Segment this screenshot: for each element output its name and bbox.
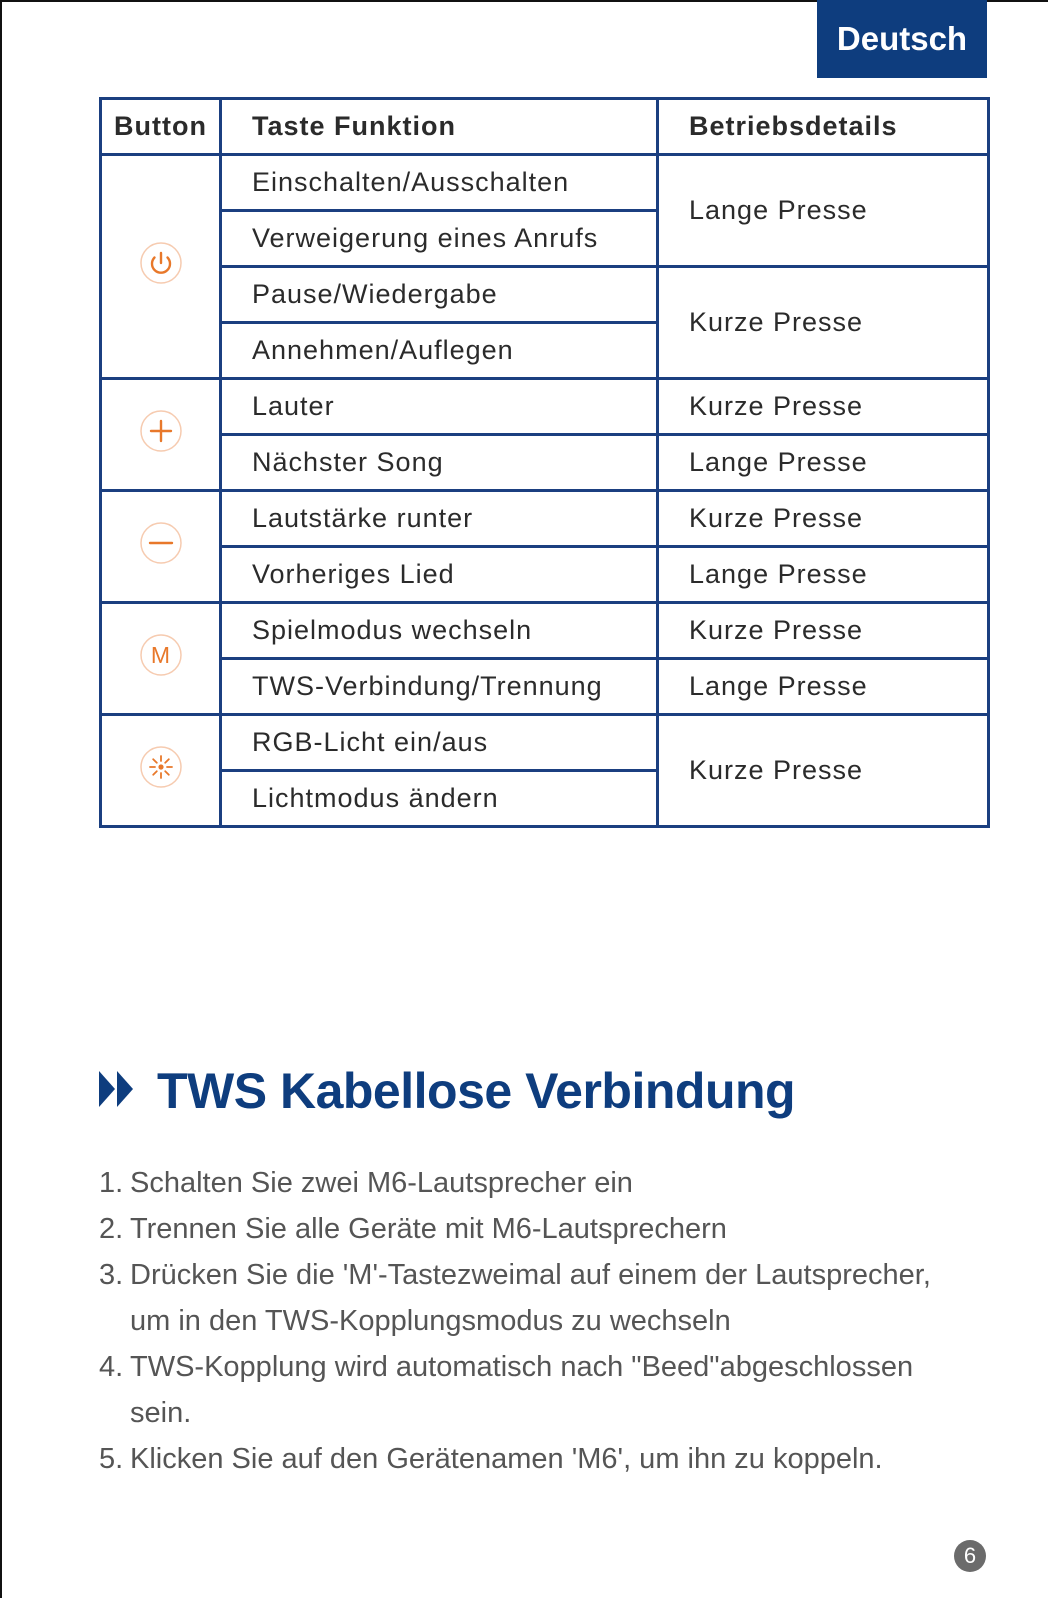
function-cell: Einschalten/Ausschalten: [221, 155, 658, 211]
mode-icon-letter: M: [150, 642, 171, 668]
plus-button-cell: [101, 379, 221, 491]
plus-icon: [139, 409, 183, 453]
table-row: [101, 715, 989, 771]
function-cell: Vorheriges Lied: [221, 547, 658, 603]
power-icon: [139, 241, 183, 285]
function-cell: Lautstärke runter: [221, 491, 658, 547]
table-row: [101, 155, 989, 211]
detail-cell: Lange Presse: [658, 547, 989, 603]
step-text: Drücken Sie die 'M'-Tastezweimal auf einem der Lautsprecher,: [130, 1259, 931, 1291]
function-cell: Nächster Song: [221, 435, 658, 491]
header-function: Taste Funktion: [221, 99, 658, 155]
step-number: 3.: [99, 1259, 124, 1291]
function-cell: Spielmodus wechseln: [221, 603, 658, 659]
step-text: Klicken Sie auf den Gerätenamen 'M6', um ihn zu koppeln.: [130, 1443, 883, 1475]
step-number: 1.: [99, 1167, 124, 1199]
table-row: [101, 379, 989, 435]
mode-m-icon: [139, 633, 183, 677]
list-item: [99, 1344, 999, 1436]
table-row: [101, 603, 989, 659]
table-row: [101, 547, 989, 603]
detail-cell: Kurze Presse: [658, 715, 989, 827]
step-text-continued: um in den TWS-Kopplungsmodus zu wechseln: [130, 1305, 731, 1337]
list-item: [99, 1252, 999, 1344]
step-number: 4.: [99, 1351, 124, 1383]
page-number: 6: [954, 1540, 986, 1572]
list-item: [99, 1436, 999, 1482]
light-button-cell: [101, 715, 221, 827]
language-tab: Deutsch: [817, 0, 987, 78]
table-row: [101, 491, 989, 547]
table-row: [101, 659, 989, 715]
minus-button-cell: [101, 491, 221, 603]
minus-icon: [139, 521, 183, 565]
step-number: 2.: [99, 1213, 124, 1245]
step-text: Trennen Sie alle Geräte mit M6-Lautsprechern: [130, 1213, 727, 1245]
section-heading: [99, 1062, 795, 1120]
function-cell: RGB-Licht ein/aus: [221, 715, 658, 771]
list-item: [99, 1160, 999, 1206]
function-cell: TWS-Verbindung/Trennung: [221, 659, 658, 715]
detail-cell: Kurze Presse: [658, 379, 989, 435]
step-number: 5.: [99, 1443, 124, 1475]
function-cell: Lauter: [221, 379, 658, 435]
light-icon: [139, 745, 183, 789]
step-text: TWS-Kopplung wird automatisch nach "Beed"abgeschlossen: [130, 1351, 914, 1383]
table-row: [101, 267, 989, 323]
detail-cell: Kurze Presse: [658, 267, 989, 379]
function-cell: Lichtmodus ändern: [221, 771, 658, 827]
double-chevron-icon: [99, 1069, 135, 1114]
header-details: Betriebsdetails: [658, 99, 989, 155]
function-cell: Annehmen/Auflegen: [221, 323, 658, 379]
detail-cell: Kurze Presse: [658, 491, 989, 547]
list-item: [99, 1206, 999, 1252]
header-button: Button: [101, 99, 221, 155]
mode-button-cell: [101, 603, 221, 715]
function-cell: Verweigerung eines Anrufs: [221, 211, 658, 267]
table-row: [101, 435, 989, 491]
step-text-continued: sein.: [130, 1397, 192, 1429]
detail-cell: Lange Presse: [658, 435, 989, 491]
button-function-table: [99, 97, 990, 828]
power-button-cell: [101, 155, 221, 379]
detail-cell: Lange Presse: [658, 155, 989, 267]
step-text: Schalten Sie zwei M6-Lautsprecher ein: [130, 1167, 633, 1199]
section-title: TWS Kabellose Verbindung: [157, 1063, 796, 1119]
detail-cell: Lange Presse: [658, 659, 989, 715]
detail-cell: Kurze Presse: [658, 603, 989, 659]
steps-list: [99, 1160, 999, 1482]
table-header-row: [101, 99, 989, 155]
function-cell: Pause/Wiedergabe: [221, 267, 658, 323]
